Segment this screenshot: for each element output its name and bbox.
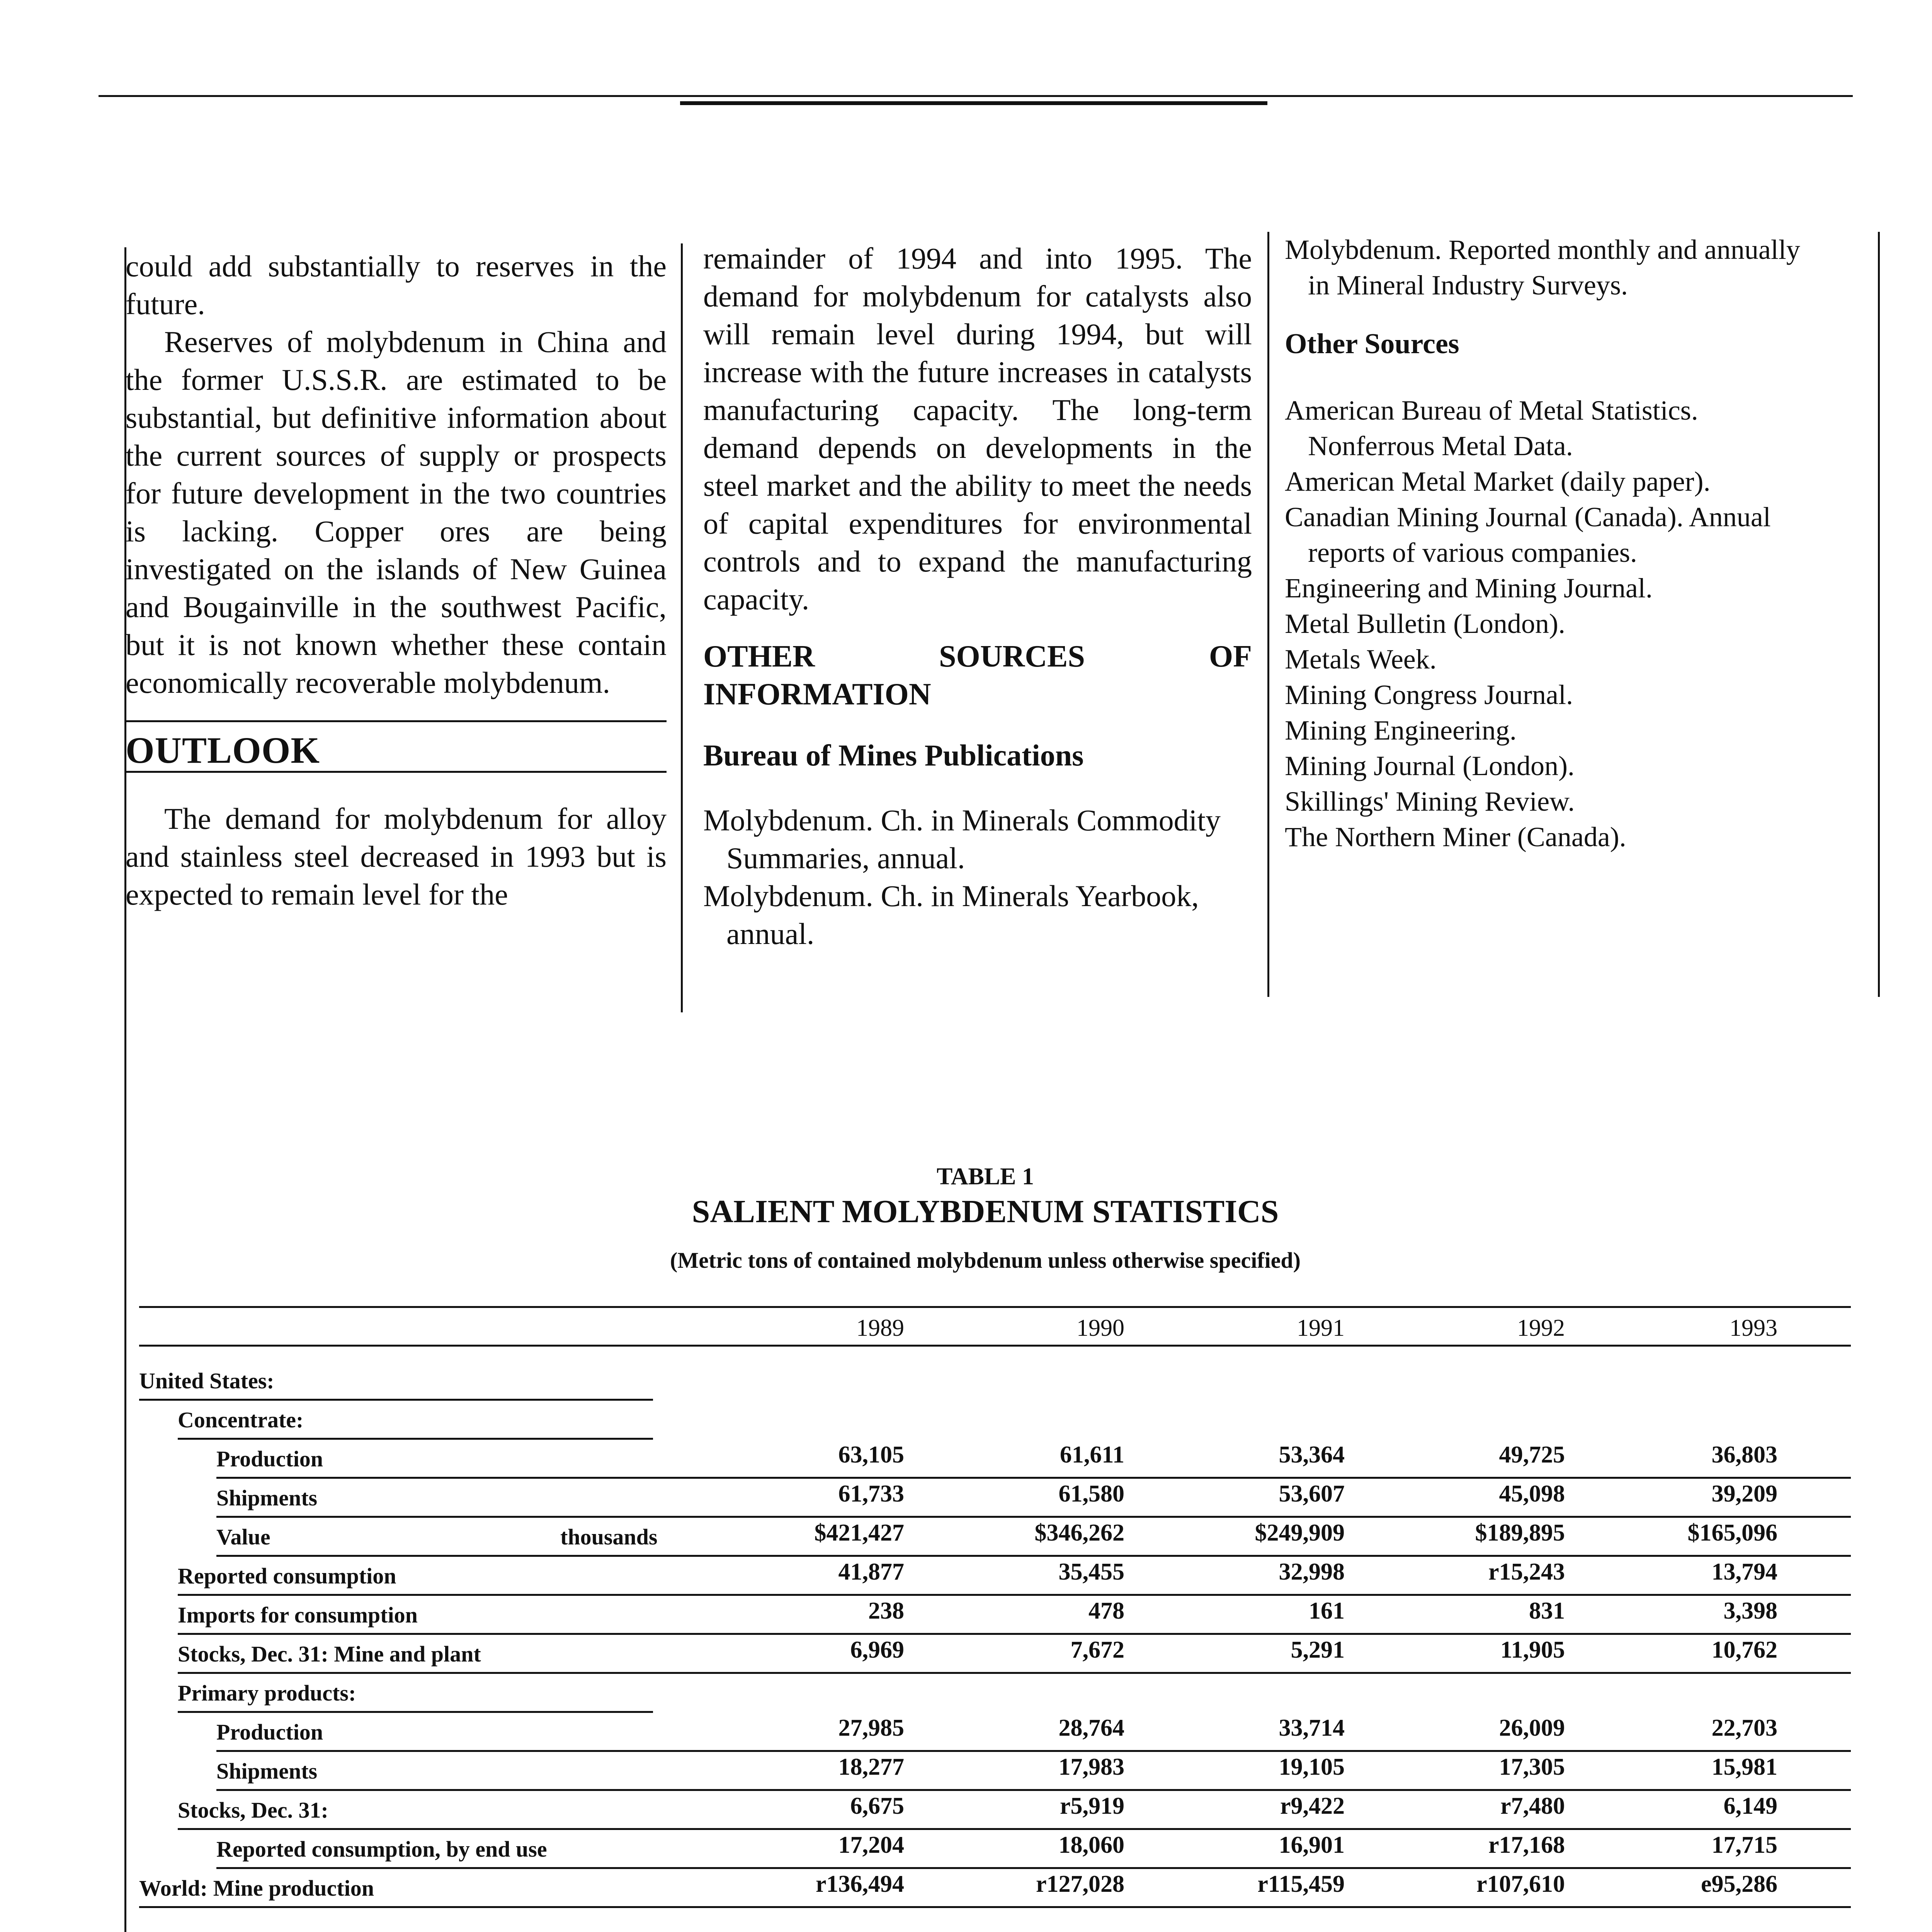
row-label: Concentrate: (178, 1407, 304, 1432)
table-cell: 11,905 (1500, 1637, 1565, 1663)
row-label: United States: (139, 1368, 274, 1393)
table-cell: r9,422 (1280, 1793, 1345, 1819)
row-label: Production (216, 1446, 323, 1471)
row-label: Shipments (216, 1485, 318, 1510)
table-cell: r7,480 (1500, 1793, 1565, 1819)
table-row-rule (139, 1399, 653, 1401)
table-row-rule (216, 1477, 1851, 1479)
table-cell: 478 (1088, 1598, 1124, 1624)
column-divider-1 (681, 243, 683, 1012)
year-header: 1993 (1730, 1315, 1777, 1341)
reference-item: American Metal Market (daily paper). (1285, 466, 1711, 497)
year-header: 1992 (1517, 1315, 1565, 1341)
table-cell: 61,611 (1060, 1442, 1124, 1468)
table-cell: 161 (1309, 1598, 1345, 1624)
table-cell: 16,901 (1279, 1832, 1345, 1858)
table-cell: 18,277 (838, 1754, 904, 1780)
paragraph-demand: remainder of 1994 and into 1995. The demand for molybdenum for catalysts also will remain level during 1994, but will increase with the future increases in catalysts manufacturing capacity. The long-term demand depends on developments in the steel market and the ability to meet the needs of capital expenditures for environmental controls and to expand the manufacturing capacity. (703, 242, 1252, 616)
table-cell: 53,364 (1279, 1442, 1345, 1468)
table-cell: r136,494 (815, 1871, 904, 1897)
table-cell: 18,060 (1058, 1832, 1124, 1858)
outlook-rule-bottom (126, 771, 667, 773)
bureau-publications-heading: Bureau of Mines Publications (703, 738, 1084, 772)
table-cell: 15,981 (1711, 1754, 1777, 1780)
table-cell: 3,398 (1723, 1598, 1777, 1624)
other-sources-subheading: Other Sources (1285, 328, 1459, 360)
table-cell: e95,286 (1701, 1871, 1777, 1897)
table-cell: $421,427 (814, 1520, 904, 1546)
top-rule (99, 95, 1853, 97)
table-cell: 10,762 (1711, 1637, 1777, 1663)
table-cell: r5,919 (1060, 1793, 1124, 1819)
table-rule-top (139, 1306, 1851, 1308)
table-cell: 33,714 (1279, 1715, 1345, 1741)
row-label: Value (216, 1524, 270, 1549)
paragraph-china-ussr: Reserves of molybdenum in China and the former U.S.S.R. are estimated to be substantial, but definitive information about the current sources of supply or prospects for future development in the two countries is lacking. Copper ores are being investigated on the islands of New Guinea and Bougainville in the southwest Pacific, but it is not known whether these contain economically recoverable molybdenum. (126, 325, 667, 699)
reference-mineral-industry-surveys: Molybdenum. Reported monthly and annually in Mineral Industry Surveys. (1285, 234, 1800, 301)
reference-item: Mining Congress Journal. (1285, 679, 1573, 710)
table-cell: 49,725 (1499, 1442, 1565, 1468)
statistics-table (139, 1306, 1851, 1932)
row-label: Stocks, Dec. 31: Mine and plant (178, 1641, 481, 1667)
paragraph-outlook: The demand for molybdenum for alloy and stainless steel decreased in 1993 but is expected to remain level for the (126, 802, 667, 911)
outlook-rule-top (126, 709, 667, 722)
table-cell: 41,877 (838, 1559, 904, 1585)
table-cell: 6,149 (1723, 1793, 1777, 1819)
table-row-rule (178, 1438, 653, 1440)
table-row-rule (178, 1633, 1851, 1635)
table-row-rule (178, 1828, 1851, 1830)
row-label: Reported consumption (178, 1563, 396, 1588)
reference-item: Engineering and Mining Journal. (1285, 573, 1653, 604)
table-cell: 17,715 (1711, 1832, 1777, 1858)
table-cell: 26,009 (1499, 1715, 1565, 1741)
table-cell: r15,243 (1488, 1559, 1565, 1585)
reference-item: American Bureau of Metal Statistics. Nonferrous Metal Data. (1285, 395, 1698, 461)
table-caption (502, 1163, 1468, 1273)
reference-item: Mining Engineering. (1285, 715, 1517, 746)
reference-item: The Northern Miner (Canada). (1285, 821, 1626, 852)
table-cell: 17,983 (1058, 1754, 1124, 1780)
row-label: Stocks, Dec. 31: (178, 1798, 328, 1823)
other-sources-list (1285, 393, 1818, 855)
reference-minerals-yearbook: Molybdenum. Ch. in Minerals Yearbook, annual. (703, 879, 1199, 951)
row-label: Reported consumption, by end use (216, 1837, 547, 1862)
column-divider-2 (1267, 232, 1269, 997)
table-cell: 19,105 (1279, 1754, 1345, 1780)
table-row-rule (216, 1789, 1851, 1791)
table-cell: r115,459 (1257, 1871, 1345, 1897)
year-header: 1990 (1077, 1315, 1124, 1341)
other-sources-heading: OTHER SOURCES OF INFORMATION (703, 639, 1252, 711)
row-label: Primary products: (178, 1680, 356, 1706)
table-rule-header (139, 1345, 1851, 1347)
table-cell: 61,733 (838, 1481, 904, 1507)
reference-commodity-summaries: Molybdenum. Ch. in Minerals Commodity Summaries, annual. (703, 803, 1221, 875)
reference-item: Metal Bulletin (London). (1285, 608, 1565, 639)
table-cell: 7,672 (1070, 1637, 1124, 1663)
table-cell: 831 (1529, 1598, 1565, 1624)
table-cell: 5,291 (1291, 1637, 1345, 1663)
table-cell: r17,168 (1488, 1832, 1565, 1858)
table-cell: 35,455 (1058, 1559, 1124, 1585)
table-cell: 61,580 (1058, 1481, 1124, 1507)
paragraph-reserves-future: could add substantially to reserves in the future. (126, 249, 667, 321)
table-cell: 39,209 (1711, 1481, 1777, 1507)
table-cell: 238 (868, 1598, 904, 1624)
table-row-rule (216, 1555, 1851, 1557)
table-row-rule (178, 1672, 1851, 1674)
table-row-rule (178, 1594, 1851, 1596)
table-cell: 6,675 (850, 1793, 904, 1819)
table-row-rule (216, 1750, 1851, 1752)
text-column-3 (1285, 232, 1818, 855)
row-label: Imports for consumption (178, 1602, 418, 1628)
table-cell: 17,305 (1499, 1754, 1565, 1780)
table-cell: $165,096 (1687, 1520, 1777, 1546)
text-column-2 (703, 240, 1252, 953)
table-row-rule (216, 1867, 1851, 1869)
column-divider-3 (1878, 232, 1880, 997)
table-row-rule (139, 1906, 1851, 1908)
table-cell: 32,998 (1279, 1559, 1345, 1585)
table-subtitle: (Metric tons of contained molybdenum unless otherwise specified) (670, 1248, 1301, 1273)
outlook-heading: OUTLOOK (126, 730, 320, 771)
year-header: 1991 (1297, 1315, 1345, 1341)
table-cell: $249,909 (1255, 1520, 1345, 1546)
table-cell: 53,607 (1279, 1481, 1345, 1507)
text-column-1 (126, 247, 667, 913)
table-cell: $346,262 (1034, 1520, 1124, 1546)
table-cell: r107,610 (1476, 1871, 1565, 1897)
reference-item: Metals Week. (1285, 644, 1437, 675)
reference-item: Mining Journal (London). (1285, 750, 1575, 781)
table-cell: r127,028 (1036, 1871, 1124, 1897)
year-header: 1989 (856, 1315, 904, 1341)
table-cell: 13,794 (1711, 1559, 1777, 1585)
table-cell: 36,803 (1711, 1442, 1777, 1468)
table-cell: $189,895 (1475, 1520, 1565, 1546)
reference-item: Skillings' Mining Review. (1285, 786, 1575, 817)
row-label: Production (216, 1719, 323, 1745)
table-row-rule (216, 1516, 1851, 1518)
row-label: Shipments (216, 1759, 318, 1784)
table-row-rule (178, 1711, 653, 1713)
top-rule-thick (680, 101, 1267, 105)
table-cell: 6,969 (850, 1637, 904, 1663)
table-cell: 17,204 (838, 1832, 904, 1858)
table-cell: 28,764 (1058, 1715, 1124, 1741)
table-cell: 45,098 (1499, 1481, 1565, 1507)
table-label: TABLE 1 (936, 1163, 1034, 1190)
row-label: World: Mine production (139, 1876, 374, 1901)
table-cell: 22,703 (1711, 1715, 1777, 1741)
table-cell: 63,105 (838, 1442, 904, 1468)
table-cell: 27,985 (838, 1715, 904, 1741)
reference-item: Canadian Mining Journal (Canada). Annual reports of various companies. (1285, 502, 1771, 568)
table-title: SALIENT MOLYBDENUM STATISTICS (692, 1194, 1279, 1230)
row-unit: thousands (560, 1524, 658, 1549)
